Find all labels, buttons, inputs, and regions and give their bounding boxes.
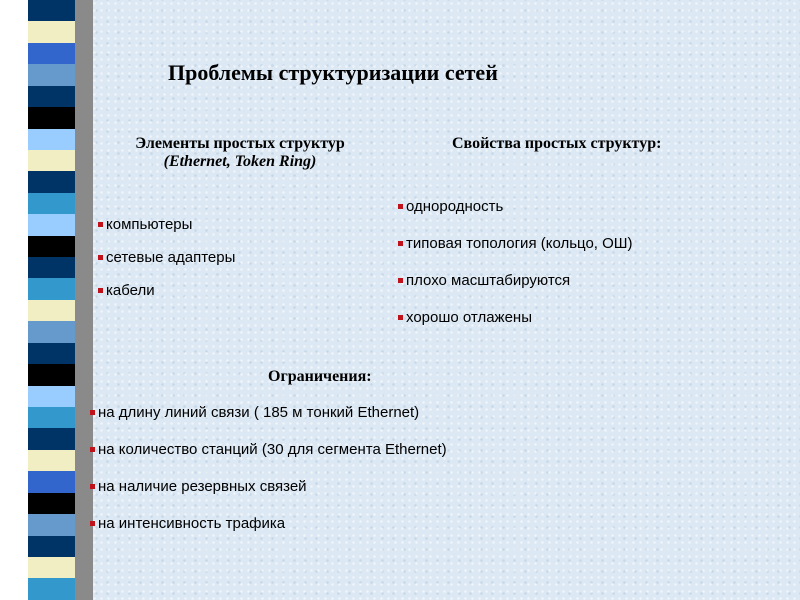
decorative-stripe [28, 536, 75, 557]
bullet-icon [398, 204, 403, 209]
decorative-stripe [28, 171, 75, 192]
slide-title: Проблемы структуризации сетей [168, 60, 498, 85]
bullet-icon [90, 484, 95, 489]
list-item [398, 272, 633, 289]
list-item [90, 478, 447, 495]
list-item-text: плохо масштабируются [406, 272, 571, 289]
bullet-icon [98, 222, 103, 227]
decorative-stripe [28, 450, 75, 471]
list-item-text: однородность [406, 198, 504, 215]
list-item [90, 441, 447, 458]
left-list [98, 216, 235, 299]
list-item-text: на количество станций (30 для сегмента Ethernet) [98, 441, 447, 458]
decorative-stripe [28, 0, 75, 21]
decorative-stripe [28, 300, 75, 321]
decorative-stripe [28, 236, 75, 257]
list-item [98, 216, 235, 233]
decorative-stripe [28, 193, 75, 214]
list-item-text: кабели [106, 282, 155, 299]
decorative-stripe [28, 257, 75, 278]
limits-heading: Ограничения: [268, 368, 372, 385]
decorative-stripe [28, 364, 75, 385]
stripe-column [28, 0, 75, 600]
decorative-stripe [28, 86, 75, 107]
list-item [90, 404, 447, 421]
limits-list [90, 404, 447, 532]
decorative-stripe [28, 43, 75, 64]
list-item [98, 282, 235, 299]
decorative-left-strip [0, 0, 93, 600]
list-item [398, 198, 633, 215]
list-item-text: хорошо отлажены [406, 309, 532, 326]
bullet-icon [90, 521, 95, 526]
decorative-stripe [28, 21, 75, 42]
bullet-icon [90, 410, 95, 415]
decorative-stripe [28, 107, 75, 128]
list-item [398, 235, 633, 252]
decorative-stripe [28, 321, 75, 342]
decorative-stripe [28, 407, 75, 428]
list-item-text: на длину линий связи ( 185 м тонкий Ethernet) [98, 404, 420, 421]
list-item-text: сетевые адаптеры [106, 249, 236, 266]
decorative-stripe [28, 214, 75, 235]
decorative-stripe [28, 514, 75, 535]
decorative-stripe [28, 129, 75, 150]
bullet-icon [98, 255, 103, 260]
list-item [98, 249, 235, 266]
bullet-icon [98, 288, 103, 293]
decorative-stripe [28, 557, 75, 578]
list-item [90, 515, 447, 532]
strip-white-gap [0, 0, 28, 600]
right-list [398, 198, 633, 326]
decorative-stripe [28, 386, 75, 407]
decorative-stripe [28, 64, 75, 85]
bullet-icon [398, 278, 403, 283]
bullet-icon [90, 447, 95, 452]
bullet-icon [398, 241, 403, 246]
list-item [398, 309, 633, 326]
decorative-stripe [28, 428, 75, 449]
left-heading-text: Элементы простых структур [135, 135, 345, 152]
decorative-stripe [28, 150, 75, 171]
list-item-text: на наличие резервных связей [98, 478, 307, 495]
list-item-text: компьютеры [106, 216, 193, 233]
decorative-stripe [28, 471, 75, 492]
left-heading [90, 135, 390, 171]
bullet-icon [398, 315, 403, 320]
list-item-text: типовая топология (кольцо, ОШ) [406, 235, 633, 252]
decorative-stripe [28, 578, 75, 599]
decorative-stripe [28, 493, 75, 514]
decorative-stripe [28, 278, 75, 299]
left-subheading: (Ethernet, Token Ring) [163, 153, 317, 170]
right-heading: Свойства простых структур: [452, 135, 662, 152]
decorative-stripe [28, 343, 75, 364]
list-item-text: на интенсивность трафика [98, 515, 286, 532]
